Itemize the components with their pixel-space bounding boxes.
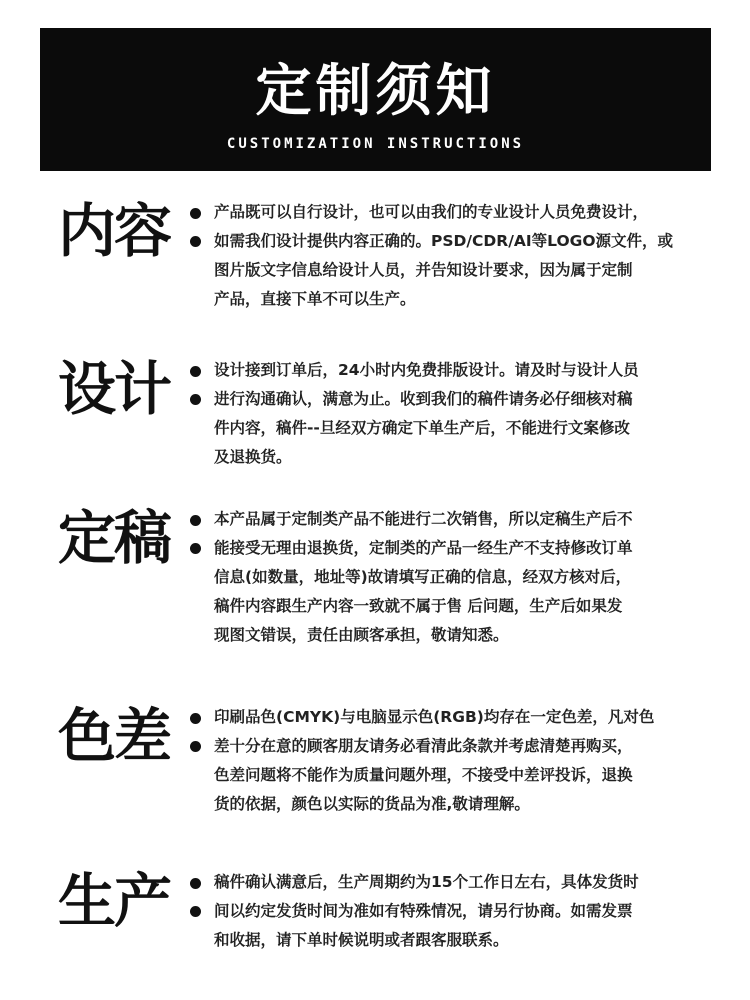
section-title: 定稿 <box>58 504 171 572</box>
section-body <box>214 356 706 472</box>
section-content <box>58 198 708 318</box>
bullet-group <box>190 713 208 769</box>
body-line: 稿件确认满意后，生产周期约为15个工作日左右，具体发货时 <box>214 873 639 891</box>
section-title: 内容 <box>58 197 171 265</box>
section-finalize <box>58 505 708 655</box>
section-title: 生产 <box>58 867 171 935</box>
body-line: 图片版文字信息给设计人员，并告知设计要求，因为属于定制 <box>214 261 633 279</box>
section-title: 设计 <box>58 355 171 423</box>
bullet-icon <box>190 208 201 219</box>
body-line: 货的依据，颜色以实际的货品为准,敬请理解。 <box>214 795 530 813</box>
header-banner <box>40 28 711 171</box>
section-color-difference <box>58 703 708 823</box>
bullet-icon <box>190 236 201 247</box>
bullet-icon <box>190 394 201 405</box>
bullet-icon <box>190 906 201 917</box>
bullet-icon <box>190 515 201 526</box>
body-line: 稿件内容跟生产内容一致就不属于售 后问题，生产后如果发 <box>214 597 623 615</box>
bullet-icon <box>190 741 201 752</box>
body-line: 印刷品色(CMYK)与电脑显示色(RGB)均存在一定色差，凡对色 <box>214 708 655 726</box>
bullet-group <box>190 878 208 934</box>
body-line: 信息(如数量，地址等)故请填写正确的信息，经双方核对后， <box>214 568 632 586</box>
section-title: 色差 <box>58 702 171 770</box>
body-line: 间以约定发货时间为准如有特殊情况，请另行协商。如需发票 <box>214 902 633 920</box>
page-title: 定制须知 <box>255 59 496 124</box>
body-line: 及退换货。 <box>214 448 292 466</box>
body-line: 本产品属于定制类产品不能进行二次销售，所以定稿生产后不 <box>214 510 633 528</box>
body-line: 色差问题将不能作为质量问题外理，不接受中差评投诉，退换 <box>214 766 633 784</box>
body-line: 产品，直接下单不可以生产。 <box>214 290 416 308</box>
body-line: 设计接到订单后，24小时内免费排版设计。请及时与设计人员 <box>214 361 639 379</box>
bullet-icon <box>190 713 201 724</box>
body-line: 差十分在意的顾客朋友请务必看清此条款并考虑清楚再购买， <box>214 737 633 755</box>
section-design <box>58 356 708 476</box>
section-body <box>214 703 706 819</box>
section-body <box>214 868 706 955</box>
body-line: 进行沟通确认，满意为止。收到我们的稿件请务必仔细核对稿 <box>214 390 633 408</box>
bullet-group <box>190 208 208 264</box>
body-line: 件内容，稿件--旦经双方确定下单生产后，不能进行文案修改 <box>214 419 630 437</box>
body-line: 能接受无理由退换货，定制类的产品一经生产不支持修改订单 <box>214 539 633 557</box>
bullet-icon <box>190 878 201 889</box>
section-body <box>214 505 706 650</box>
bullet-icon <box>190 543 201 554</box>
section-body <box>214 198 706 314</box>
bullet-icon <box>190 366 201 377</box>
bullet-group <box>190 366 208 422</box>
page-subtitle: CUSTOMIZATION INSTRUCTIONS <box>226 136 525 152</box>
body-line: 现图文错误，责任由顾客承担，敬请知悉。 <box>214 626 509 644</box>
bullet-group <box>190 515 208 571</box>
body-line: 产品既可以自行设计，也可以由我们的专业设计人员免费设计， <box>214 203 649 221</box>
body-line: 和收据，请下单时候说明或者跟客服联系。 <box>214 931 509 949</box>
body-line: 如需我们设计提供内容正确的。PSD/CDR/AI等LOGO源文件，或 <box>214 232 674 250</box>
section-production <box>58 868 708 988</box>
